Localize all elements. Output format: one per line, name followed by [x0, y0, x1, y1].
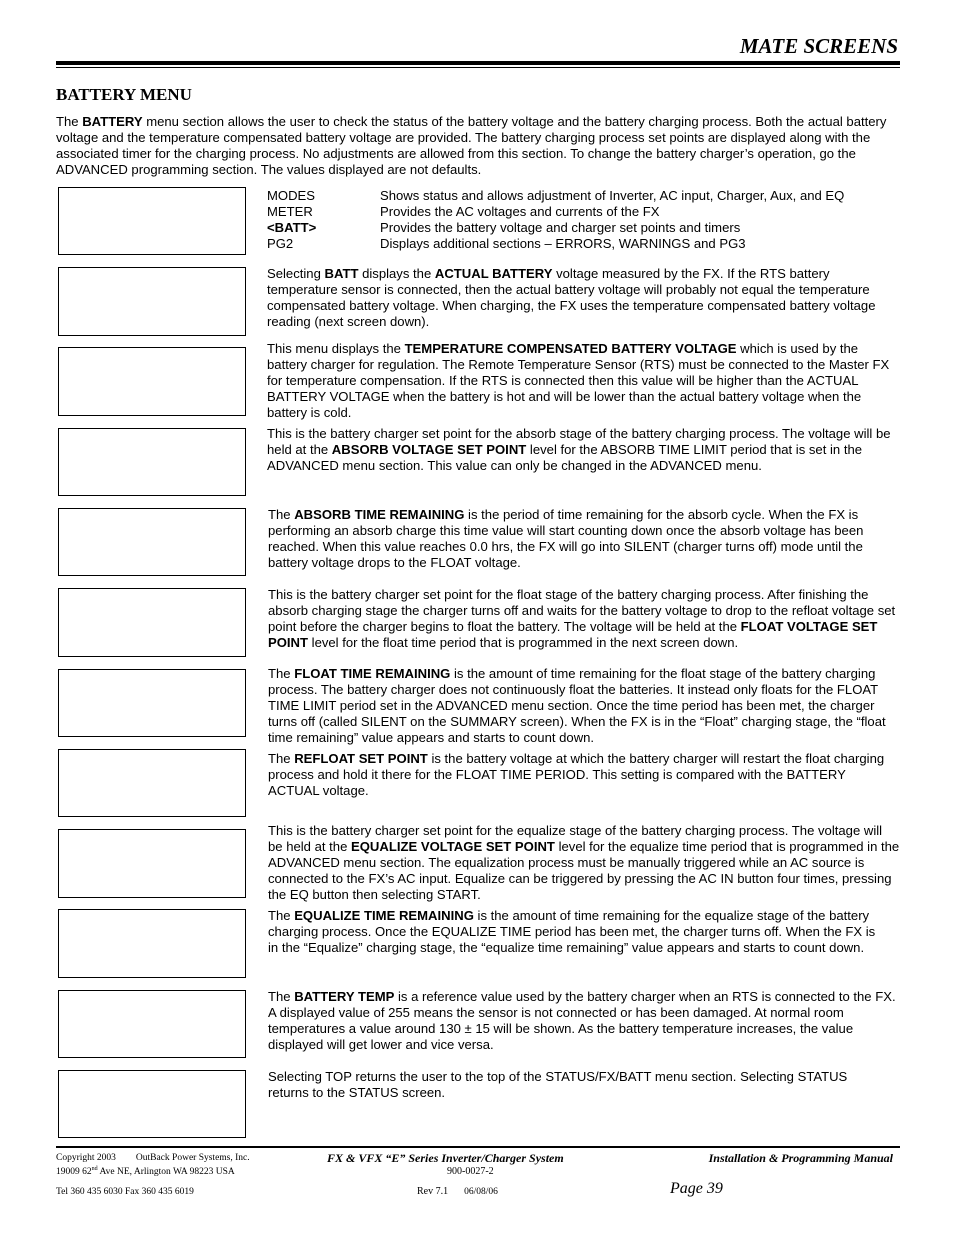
absorb-time-description: The ABSORB TIME REMAINING is the period of time remaining for the absorb cycle. When the FX is performing an absorb charge this time value will start counting down once the absorb voltage has been reached. When this value reaches 0.0 hrs, the FX will go into SILENT (charger turns off) mode until the battery voltage drops to the FLOAT voltage.: [268, 507, 864, 570]
header-rule-thin: [56, 67, 900, 68]
batt-description: Selecting BATT displays the ACTUAL BATTERY voltage measured by the FX. If the RTS battery temperature sensor is connected, then the actual battery voltage will probably not equal the temperature compensated battery voltage. When charging, the FX uses the temperature compensated battery voltage reading (next screen down).: [267, 266, 876, 329]
menu-list: [267, 188, 844, 252]
header-rule: [56, 61, 900, 65]
float-voltage-description: This is the battery charger set point for the float stage of the battery charging process. After finishing the absorb charging stage the charger turns off and waits for the battery voltage to drop to the refloat voltage set point before the charger begins to float the battery. The voltage will be held at the FLOAT VOLTAGE SET POINT level for the float time period that is programmed in the next screen down.: [268, 587, 896, 650]
footer-docnum: 900-0027-2: [447, 1166, 494, 1177]
lcd-screen-box: [58, 508, 246, 576]
menu-desc: Shows status and allows adjustment of Inverter, AC input, Charger, Aux, and EQ: [380, 188, 845, 203]
footer-revision: Rev 7.1 06/08/06: [417, 1186, 498, 1197]
lcd-screen-box: [58, 187, 246, 255]
battery-temp-description: The BATTERY TEMP is a reference value used by the battery charger when an RTS is connected to the FX. A displayed value of 255 means the sensor is not connected or has been damaged. At normal room temperatures a value around 130 ± 15 will be shown. As the battery temperature increases, the value displayed will get lower and vice versa.: [268, 989, 896, 1052]
page-header-title: MATE SCREENS: [739, 34, 898, 58]
float-time-description: The FLOAT TIME REMAINING is the amount of time remaining for the float stage of the battery charging process. The battery charger does not continuously float the batteries. It instead only floats for the FLOAT TIME LIMIT period set in the ADVANCED menu section. Once the time period has been met, the charger turns off (called SILENT on the SUMMARY screen). When the FX is in the “Float” charging stage, the “float time remaining” value appears and starts to count down.: [268, 666, 886, 745]
menu-row: [267, 204, 844, 220]
footer-address: 19009 62nd Ave NE, Arlington WA 98223 USA: [56, 1166, 235, 1178]
menu-key: <BATT>: [267, 220, 317, 235]
lcd-screen-box: [58, 267, 246, 336]
refloat-description: The REFLOAT SET POINT is the battery voltage at which the battery charger will restart the float charging process and hold it there for the FLOAT TIME PERIOD. This setting is compared with the BATTERY ACTUAL voltage.: [268, 751, 885, 798]
lcd-screen-box: [58, 1070, 246, 1138]
top-description: Selecting TOP returns the user to the top of the STATUS/FX/BATT menu section. Selecting STATUS returns to the STATUS screen.: [268, 1069, 848, 1100]
page-number: Page 39: [670, 1180, 723, 1197]
menu-row: [267, 236, 844, 252]
equalize-time-description: The EQUALIZE TIME REMAINING is the amount of time remaining for the equalize stage of the battery charging process. Once the EQUALIZE TIME period has been met, the charger turns off. When the FX is in the “Equalize” charging stage, the “equalize time remaining” value appears and starts to count down.: [268, 908, 876, 955]
section-title: BATTERY MENU: [56, 85, 192, 104]
menu-key: METER: [267, 204, 313, 219]
lcd-screen-box: [58, 829, 246, 898]
menu-key: MODES: [267, 188, 316, 203]
lcd-screen-box: [58, 347, 246, 416]
footer-manual: Installation & Programming Manual: [708, 1151, 893, 1165]
lcd-screen-box: [58, 588, 246, 657]
menu-desc: Provides the battery voltage and charger set points and timers: [380, 220, 741, 235]
menu-desc: Displays additional sections – ERRORS, WARNINGS and PG3: [380, 236, 746, 251]
equalize-voltage-description: This is the battery charger set point for the equalize stage of the battery charging process. The voltage will be held at the EQUALIZE VOLTAGE SET POINT level for the equalize time period that is programmed in the ADVANCED menu section. The equalization process must be manually triggered while an AC source is connected to the FX’s AC input. Equalize can be triggered by pressing the AC IN button four times, pressing the EQ button then selecting START.: [268, 823, 900, 902]
footer-rule: [56, 1146, 900, 1148]
menu-key: PG2: [267, 236, 294, 251]
footer-copyright: Copyright 2003 OutBack Power Systems, Inc.: [56, 1153, 250, 1163]
lcd-screen-box: [58, 669, 246, 737]
intro-paragraph: The BATTERY menu section allows the user to check the status of the battery voltage and the battery charging process. Both the actual battery voltage and the temperature compensated battery voltage are provided. The battery charging process set points are displayed along with the associated timer for the charging process. No adjustments are allowed from this section. To change the battery charger’s operation, go the ADVANCED programming section. The values displayed are not defaults.: [56, 114, 887, 177]
menu-row: [267, 220, 844, 236]
tcbv-description: This menu displays the TEMPERATURE COMPENSATED BATTERY VOLTAGE which is used by the battery charger for regulation. The Remote Temperature Sensor (RTS) must be connected to the Master FX for temperature compensation. If the RTS is connected then this value will be higher than the ACTUAL BATTERY VOLTAGE when the battery is hot and will be lower than the actual battery voltage when the battery is cold.: [267, 341, 890, 420]
menu-desc: Provides the AC voltages and currents of the FX: [380, 204, 660, 219]
footer-phone: Tel 360 435 6030 Fax 360 435 6019: [56, 1187, 194, 1197]
lcd-screen-box: [58, 749, 246, 817]
lcd-screen-box: [58, 909, 246, 978]
footer-system: FX & VFX “E” Series Inverter/Charger System: [327, 1151, 564, 1165]
lcd-screen-box: [58, 990, 246, 1058]
lcd-screen-box: [58, 428, 246, 496]
absorb-voltage-description: This is the battery charger set point for the absorb stage of the battery charging process. The voltage will be held at the ABSORB VOLTAGE SET POINT level for the ABSORB TIME LIMIT period that is set in the ADVANCED menu section. This value can only be changed in the ADVANCED menu.: [267, 426, 891, 473]
menu-row: [267, 188, 844, 204]
